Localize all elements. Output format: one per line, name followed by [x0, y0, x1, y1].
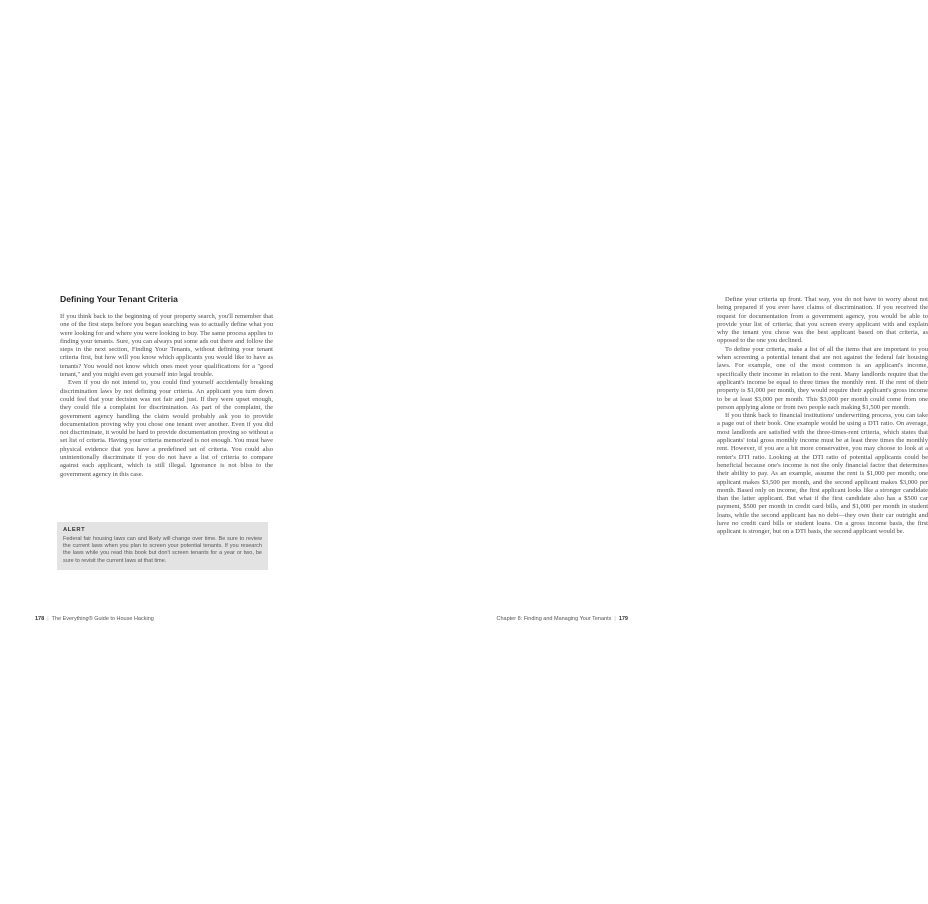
paragraph: If you think back to the beginning of your property search, you'll remember that one of the first steps before you began searching was to actually define what you were looking for and where you were looking to buy. The same process applies to finding your tenants. Sure, you can always put some ads out there and follow the steps in the next section, Finding Your Tenants, without defining your tenant criteria first, but how will you know which applicants you would like to have as tenants? You would not know which ones meet your qualifications for a "good tenant," and you might even get yourself into legal trouble.	[60, 313, 273, 379]
left-page	[0, 0, 330, 904]
footer-separator: |	[47, 616, 49, 622]
page-number: 178	[35, 616, 45, 622]
chapter-title: Chapter 8: Finding and Managing Your Tenants	[496, 616, 612, 622]
book-title: The Everything® Guide to House Hacking	[51, 616, 154, 622]
footer-separator: |	[614, 616, 616, 622]
paragraph: Define your criteria up front. That way, you do not have to worry about not being prepared if you ever have claims of discrimination. If you received the request for documentation from a government agency, you would be able to provide your list of criteria; that you screen every applicant with and explain why the tenant you chose was the best applicant based on that criteria, as opposed to the one you declined.	[717, 296, 928, 345]
alert-text: Federal fair housing laws can and likely will change over time. Be sure to review the current laws when you plan to screen your potential tenants. If you research the laws while you read this book but don't screen tenants for a year or two, be sure to revisit the current laws at that time.	[63, 536, 262, 564]
section-heading: Defining Your Tenant Criteria	[60, 294, 178, 304]
paragraph: If you think back to financial institutions' underwriting process, you can take a page out of their book. One example would be using a DTI ratio. On average, most landlords are satisfied with the three-times-rent criteria, which states that applicants' total gross monthly income must be at least three times the monthly rent. However, if you are a bit more conservative, you may choose to look at a renter's DTI ratio. Looking at the DTI ratio of potential applicants could be beneficial because one's income is not the only financial factor that determines their ability to pay. As an example, assume the rent is $1,000 per month; one applicant makes $3,500 per month, and the second applicant makes $3,000 per month. Based only on income, the first applicant looks like a stronger candidate than the latter applicant. But what if the first candidate also has a $500 car payment, $500 per month in credit card bills, and $1,000 per month in student loans, while the second applicant has no debt—they own their car outright and have no credit card bills or student loans. On a gross income basis, the first applicant is stronger, but on a DTI basis, the second applicant would be.	[717, 412, 928, 536]
paragraph: Even if you do not intend to, you could find yourself accidentally breaking discrimination laws by not defining your criteria. An applicant you turn down could feel that your decision was not fair and just. If they were upset enough, they could file a complaint for discrimination. As part of the complaint, the government agency handling the claim would probably ask you to provide documentation proving why you chose one tenant over another. Even if you did not discriminate, it would be hard to provide documentation proving so without a set list of criteria. Having your criteria memorized is not enough. You must have physical evidence that you have a predefined set of criteria. You could also unintentionally discriminate if you do not have a list of criteria to compare against each applicant, which is still illegal. Ignorance is not bliss to the government agency in this case.	[60, 379, 273, 478]
right-footer	[497, 616, 629, 622]
paragraph: To define your criteria, make a list of all the items that are important to you when screening a potential tenant that are not against the federal fair housing laws. For example, one of the most common is an applicant's income, specifically their income in relation to the rent. Many landlords require that the applicant's income be equal to three times the monthly rent. If the rent of their property is $1,000 per month, they would require their applicant's gross income to be at least $3,000 per month. This $3,000 per month could come from one person applying alone or from two people each making $1,500 per month.	[717, 345, 928, 411]
right-body-text	[717, 296, 928, 537]
right-page	[330, 0, 928, 904]
left-footer	[35, 616, 154, 622]
left-body-text	[60, 313, 273, 479]
page-number: 179	[618, 616, 628, 622]
alert-box	[57, 522, 268, 570]
alert-title: ALERT	[63, 527, 86, 533]
